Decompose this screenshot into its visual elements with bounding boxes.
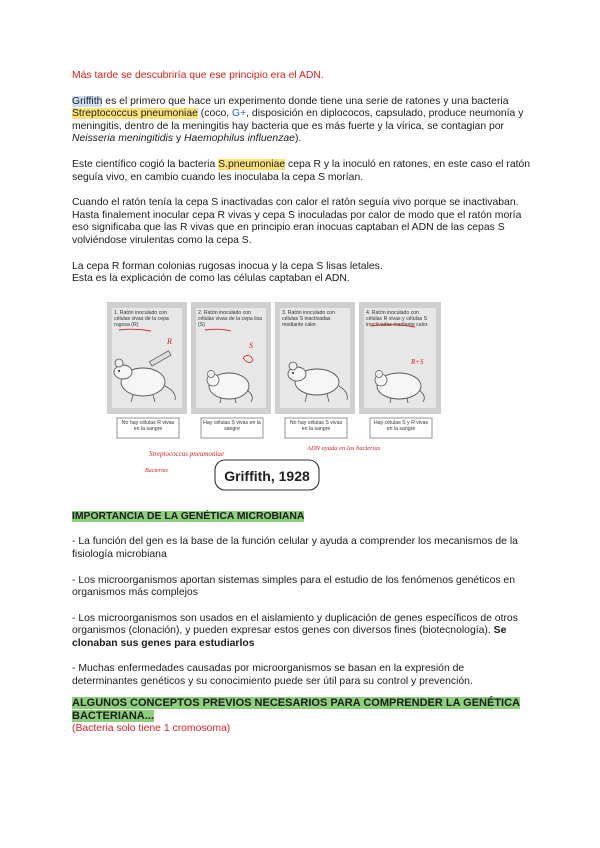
inactivated-line-1: Cuando el ratón tenía la cepa S inactivadas con calor el ratón seguía vivo porque se inactivaban.: [72, 197, 519, 209]
intro-line: Más tarde se descubriría que ese principio era el ADN.: [72, 70, 324, 81]
panel-4-title: 4. Ratón inoculado con células R vivas y células S inactivadas mediante calor.: [366, 309, 429, 328]
neisseria-name: Neisseria meningitidis: [72, 133, 174, 145]
annotation-adn: ADN ayuda en las bacterias: [307, 444, 381, 452]
text-run: cepa R y la inoculó en ratones, en este caso el ratón seguía vivo, en cambio cuando les inoculaba la cepa S morían.: [72, 158, 531, 183]
panel-1-caption: No hay células R vivas en la sangre: [121, 419, 175, 432]
text-run: - Los microorganismos son usados en el aislamiento y duplicación de genes específicos de otros organismos (clonación), y pueden expresar estos genes con diversos fines (biotecnología).: [72, 612, 518, 637]
panel-3-title: 3. Ratón inoculado con células S inactivadas mediante calor.: [282, 309, 336, 328]
colonies-line-2: Esta es la explicación de como las células captaban el ADN.: [72, 273, 350, 285]
section-1-heading-text: IMPORTANCIA DE LA GENÉTICA MICROBIANA: [72, 510, 305, 522]
panel-2-caption: Hay células S vivas en la sangre: [203, 419, 261, 432]
text-run: , disposición en diplococos, capsulado, produce neumonía y meningitis, dentro de la meningitis hay bacteria que es más fuerte y la vírica, se contagian por: [72, 108, 524, 132]
section-1-item-3-bold: Se clonaban sus genes para estudiarlos: [72, 625, 507, 649]
s-pneumoniae-highlight: S.pneumoniae: [218, 158, 286, 170]
panel-1-title: 1. Ratón inoculado con células vivas de la cepa rugosa (R): [114, 309, 169, 328]
section-1-item-4: - Muchas enfermedades causadas por microorganismos se basan en la expresión de determinantes genéticos y su conocimiento puede ser útil para su control y prevención.: [72, 663, 473, 688]
haemophilus-name: Haemophilus influenzae: [184, 133, 295, 145]
text-run: es el primero que hace un experimento donde tiene una serie de ratones y una bacteria: [102, 95, 509, 107]
griffith-paragraph: [72, 96, 532, 146]
griffith-experiment-figure: [105, 300, 443, 498]
colonies-line-1: La cepa R forman colonias rugosas inocua y la cepa S lisas letales.: [72, 260, 383, 272]
annotation-bacterias: Bacterias: [145, 467, 168, 474]
section-1-item-3: [72, 613, 532, 651]
panel-3-caption: No hay células S vivas en la sangre: [289, 419, 343, 432]
streptococcus-highlight: Streptococcus pneumoniae: [72, 108, 198, 120]
section-2-heading: [72, 697, 532, 723]
section-2-note: (Bacteria solo tiene 1 cromosoma): [72, 722, 231, 734]
section-1-item-2: - Los microorganismos aportan sistemas simples para el estudio de los fenómenos genéticos en organismos más complejos: [72, 574, 515, 599]
text-run: y: [173, 133, 185, 145]
figure-svg: [105, 300, 443, 498]
panel-4-note: R+S: [411, 357, 424, 366]
inactivated-line-2: Hasta finalement inocular cepa R vivas y cepa S inoculadas por calor de modo que el ratón moría eso significaba que las R vivas que en principio eran inocuas captaban el ADN de las cepas S volviéndose virulentas como la cepa S.: [72, 209, 522, 246]
annotation-streptococcus: Streptococcus pneumoniae: [149, 449, 224, 458]
figure-credit: Griffith, 1928: [224, 467, 310, 484]
panel-2-title: 2. Ratón inoculado con células vivas de la cepa lisa (S): [198, 309, 263, 328]
document-page: [72, 70, 532, 735]
section-1-item-1: - La función del gen es la base de la función celular y ayuda a comprender los mecanismos de la fisiología microbiana: [72, 536, 518, 560]
section-1-heading: [72, 511, 532, 524]
text-run: Este científico cogió la bacteria: [72, 158, 219, 170]
text-run: ).: [294, 133, 302, 145]
scientist-paragraph: [72, 159, 532, 184]
panel-2-note: S: [249, 340, 253, 350]
gram-positive-label: G+: [232, 108, 247, 120]
panel-4-caption: Hay células S y R vivas en la sangre: [373, 419, 429, 432]
panel-1-note: R: [167, 336, 172, 346]
griffith-highlight: Griffith: [72, 95, 103, 107]
text-run: (coco,: [197, 108, 232, 120]
section-2-heading-text: ALGUNOS CONCEPTOS PREVIOS NECESARIOS PARA COMPRENDER LA GENÉTICA BACTERIANA...: [72, 696, 520, 722]
